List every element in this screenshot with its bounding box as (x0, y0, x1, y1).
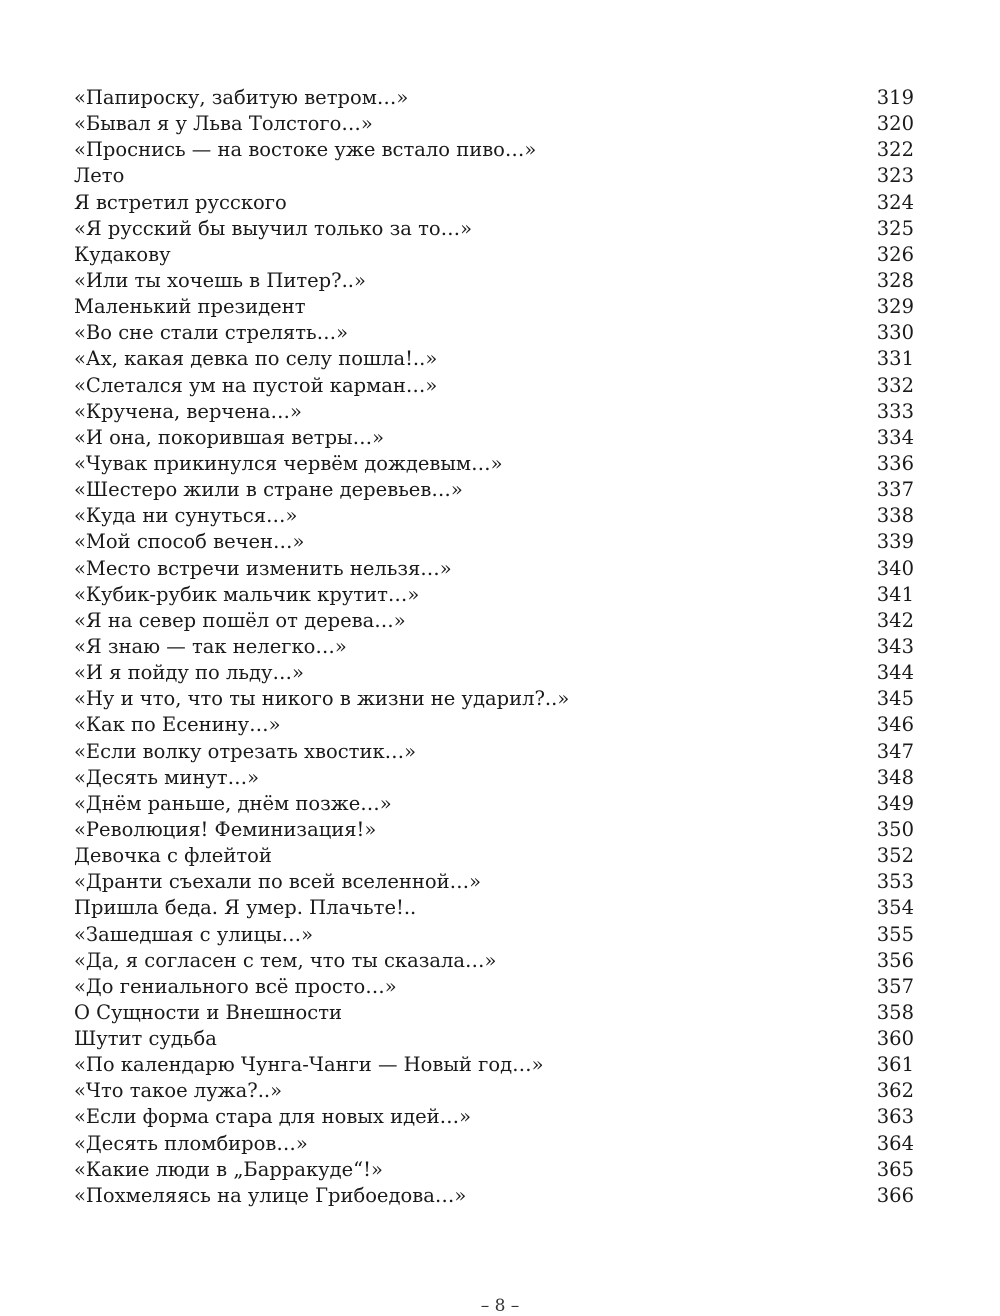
toc-entry-page-number: 323 (876, 164, 914, 188)
toc-entry-page-number: 333 (876, 399, 914, 423)
toc-entry-page-number: 330 (876, 321, 914, 345)
toc-entry (74, 503, 914, 529)
toc-entry-title: «Слетался ум на пустой карман…» (74, 373, 438, 397)
toc-entry-title: «Да, я согласен с тем, что ты сказала…» (74, 948, 497, 972)
toc-entry-title: «Десять пломбиров…» (74, 1131, 308, 1155)
toc-entry-page-number: 350 (876, 817, 914, 841)
toc-entry-page-number: 325 (876, 216, 914, 240)
toc-entry (74, 765, 914, 791)
toc-entry-page-number: 355 (876, 922, 914, 946)
toc-entry-page-number: 365 (876, 1157, 914, 1181)
toc-entry-title: «Что такое лужа?..» (74, 1079, 283, 1103)
toc-entry (74, 634, 914, 660)
toc-entry (74, 1157, 914, 1183)
toc-entry-title: Лето (74, 164, 125, 188)
toc-entry (74, 1078, 914, 1104)
toc-entry-page-number: 329 (876, 295, 914, 319)
toc-entry-page-number: 347 (876, 739, 914, 763)
toc-entry-title: «Если волку отрезать хвостик…» (74, 739, 417, 763)
toc-entry (74, 268, 914, 294)
toc-entry (74, 1183, 914, 1209)
toc-entry-title: «Место встречи изменить нельзя…» (74, 556, 452, 580)
toc-entry-page-number: 352 (876, 844, 914, 868)
toc-entry (74, 1000, 914, 1026)
toc-entry-page-number: 336 (876, 451, 914, 475)
toc-entry (74, 974, 914, 1000)
toc-entry (74, 712, 914, 738)
toc-entry-page-number: 348 (876, 765, 914, 789)
toc-entry (74, 1052, 914, 1078)
toc-entry (74, 739, 914, 765)
page-number-folio: – 8 – (480, 1296, 520, 1316)
toc-entry-page-number: 358 (876, 1000, 914, 1024)
toc-entry-page-number: 343 (876, 634, 914, 658)
toc-entry-title: «Проснись — на востоке уже встало пиво…» (74, 138, 537, 162)
toc-entry-page-number: 363 (876, 1105, 914, 1129)
toc-entry-title: «По календарю Чунга-Чанги — Новый год…» (74, 1053, 544, 1077)
toc-entry-page-number: 349 (876, 791, 914, 815)
toc-entry (74, 346, 914, 372)
toc-entry-title: «И она, покорившая ветры…» (74, 425, 385, 449)
toc-entry-page-number: 319 (876, 86, 914, 109)
toc-entry-title: «Или ты хочешь в Питер?..» (74, 268, 366, 292)
toc-entry-title: «И я пойду по льду…» (74, 661, 304, 685)
toc-entry (74, 556, 914, 582)
toc-entry-title: «Шестеро жили в стране деревьев…» (74, 478, 463, 502)
toc-entry-page-number: 345 (876, 687, 914, 711)
toc-entry-title: «Папироску, забитую ветром…» (74, 86, 409, 109)
toc-entry (74, 451, 914, 477)
toc-entry-title: Девочка с флейтой (74, 844, 272, 868)
toc-entry-title: «Десять минут…» (74, 765, 260, 789)
toc-entry-page-number: 361 (876, 1053, 914, 1077)
toc-entry-page-number: 338 (876, 504, 914, 528)
toc-entry-title: «До гениального всё просто…» (74, 974, 397, 998)
toc-entry-page-number: 346 (876, 713, 914, 737)
toc-entry-title: «Я знаю — так нелегко…» (74, 634, 347, 658)
toc-entry-page-number: 354 (876, 896, 914, 920)
toc-entry-title: «Дранти съехали по всей вселенной…» (74, 870, 482, 894)
toc-entry-title: «Чувак прикинулся червём дождевым…» (74, 451, 503, 475)
toc-entry-page-number: 356 (876, 948, 914, 972)
toc-entry (74, 294, 914, 320)
toc-entry-title: «Ну и что, что ты никого в жизни не ударил?..» (74, 687, 570, 711)
toc-entry-page-number: 341 (876, 582, 914, 606)
toc-entry (74, 582, 914, 608)
toc-entry-title: «Я русский бы выучил только за то…» (74, 216, 473, 240)
toc-entry-page-number: 322 (876, 138, 914, 162)
toc-entry-title: «Какие люди в „Барракуде“!» (74, 1157, 383, 1181)
toc-entry (74, 320, 914, 346)
toc-entry (74, 608, 914, 634)
toc-entry (74, 85, 914, 111)
toc-entry-title: «Похмеляясь на улице Грибоедова…» (74, 1183, 467, 1207)
toc-entry (74, 843, 914, 869)
toc-entry (74, 163, 914, 189)
toc-entry-page-number: 366 (876, 1183, 914, 1207)
toc-entry (74, 660, 914, 686)
toc-entry-title: О Сущности и Внешности (74, 1000, 342, 1024)
toc-entry-title: «Ах, какая девка по селу пошла!..» (74, 347, 438, 371)
toc-entry (74, 242, 914, 268)
toc-entry (74, 111, 914, 137)
toc-entry (74, 373, 914, 399)
toc-entry (74, 1026, 914, 1052)
toc-entry-page-number: 334 (876, 425, 914, 449)
toc-entry (74, 477, 914, 503)
toc-entry-page-number: 332 (876, 373, 914, 397)
toc-entry-title: «Днём раньше, днём позже…» (74, 791, 392, 815)
toc-entry (74, 686, 914, 712)
toc-entry-page-number: 339 (876, 530, 914, 554)
toc-entry-title: Маленький президент (74, 295, 306, 319)
toc-entry (74, 895, 914, 921)
toc-entry-page-number: 360 (876, 1027, 914, 1051)
toc-entry (74, 817, 914, 843)
toc-entry-page-number: 353 (876, 870, 914, 894)
toc-entry (74, 190, 914, 216)
toc-entry (74, 869, 914, 895)
toc-entry-page-number: 331 (876, 347, 914, 371)
toc-entry-title: «Зашедшая с улицы…» (74, 922, 314, 946)
toc-entry (74, 1131, 914, 1157)
toc-entry-title: «Кубик-рубик мальчик крутит…» (74, 582, 420, 606)
toc-entry (74, 425, 914, 451)
toc-entry-page-number: 357 (876, 974, 914, 998)
toc-entry (74, 399, 914, 425)
toc-entry-title: Кудакову (74, 242, 171, 266)
toc-entry-title: «Куда ни сунуться…» (74, 504, 298, 528)
toc-entry-page-number: 326 (876, 242, 914, 266)
toc-entry (74, 529, 914, 555)
toc-entry-page-number: 342 (876, 608, 914, 632)
toc-entry-page-number: 328 (876, 268, 914, 292)
toc-entry-title: Я встретил русского (74, 190, 287, 214)
toc-entry (74, 1104, 914, 1130)
table-of-contents (74, 85, 914, 1209)
toc-entry-title: «Во сне стали стрелять…» (74, 321, 349, 345)
toc-entry-title: «Если форма стара для новых идей…» (74, 1105, 472, 1129)
toc-entry-page-number: 344 (876, 661, 914, 685)
toc-entry (74, 216, 914, 242)
toc-entry-title: «Революция! Феминизация!» (74, 817, 377, 841)
toc-entry-title: «Бывал я у Льва Толстого…» (74, 112, 373, 136)
toc-entry (74, 948, 914, 974)
toc-entry-title: Пришла беда. Я умер. Плачьте!.. (74, 896, 417, 920)
toc-entry-page-number: 364 (876, 1131, 914, 1155)
toc-entry (74, 791, 914, 817)
toc-entry-page-number: 320 (876, 112, 914, 136)
toc-entry-title: «Как по Есенину…» (74, 713, 281, 737)
toc-entry (74, 922, 914, 948)
toc-entry-page-number: 324 (876, 190, 914, 214)
toc-entry-page-number: 362 (876, 1079, 914, 1103)
toc-entry-title: «Кручена, верчена…» (74, 399, 302, 423)
toc-entry-page-number: 340 (876, 556, 914, 580)
toc-entry-page-number: 337 (876, 478, 914, 502)
toc-entry-title: «Мой способ вечен…» (74, 530, 305, 554)
toc-entry-title: Шутит судьба (74, 1027, 217, 1051)
toc-entry-title: «Я на север пошёл от дерева…» (74, 608, 406, 632)
toc-entry (74, 137, 914, 163)
